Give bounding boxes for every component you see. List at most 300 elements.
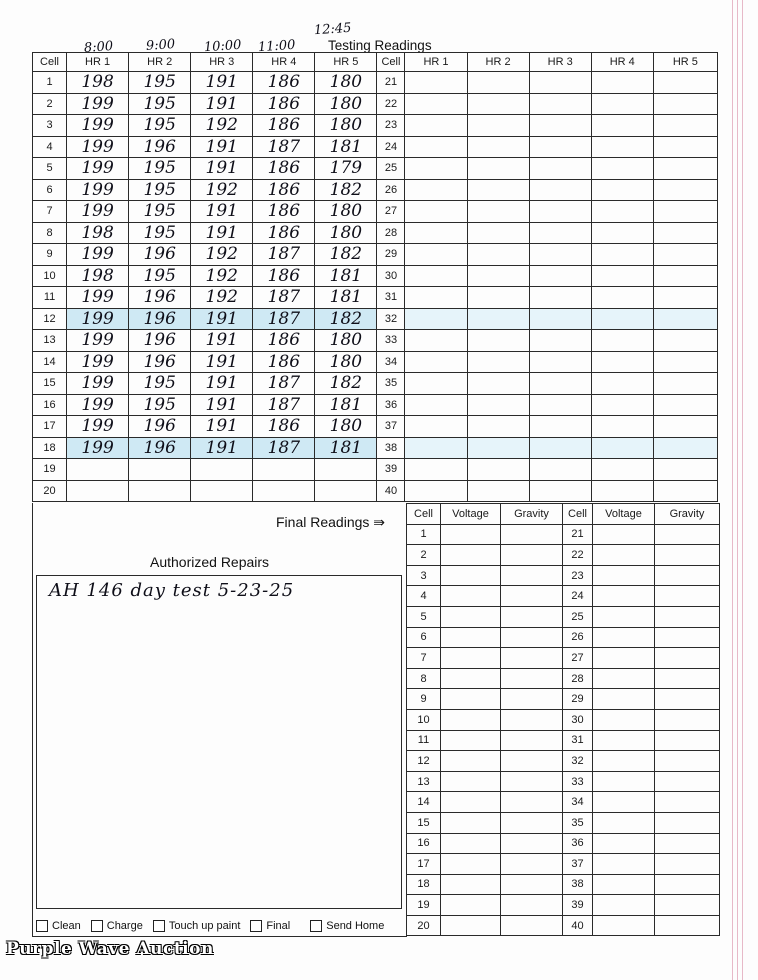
reading-cell — [467, 308, 529, 330]
final-header-row — [407, 504, 720, 525]
table-row — [407, 812, 720, 833]
reading-cell: 186 — [253, 179, 315, 201]
column-header: HR 3 — [191, 53, 253, 72]
reading-cell: 191 — [191, 351, 253, 373]
reading-cell — [593, 833, 655, 854]
reading-cell — [653, 394, 717, 416]
reading-cell — [655, 709, 720, 730]
reading-cell — [441, 586, 501, 607]
reading-cell: 186 — [253, 330, 315, 352]
reading-cell — [501, 771, 563, 792]
checkbox-touch-up-paint[interactable]: Touch up paint — [153, 920, 241, 932]
reading-cell — [191, 459, 253, 481]
cell-number: 16 — [33, 394, 67, 416]
cell-number: 20 — [33, 480, 67, 502]
cell-number: 34 — [377, 351, 405, 373]
reading-cell — [593, 586, 655, 607]
reading-cell — [655, 771, 720, 792]
table-row — [33, 72, 718, 94]
column-header: Cell — [407, 504, 441, 525]
reading-cell — [529, 394, 591, 416]
table-row — [407, 771, 720, 792]
cell-number: 8 — [407, 668, 441, 689]
cell-number: 40 — [563, 915, 593, 936]
reading-cell: 199 — [67, 287, 129, 309]
column-header: HR 1 — [405, 53, 467, 72]
reading-cell — [253, 480, 315, 502]
cell-number: 37 — [563, 854, 593, 875]
cell-number: 28 — [377, 222, 405, 244]
reading-cell — [529, 437, 591, 459]
table-row — [33, 222, 718, 244]
cell-number: 17 — [33, 416, 67, 438]
cell-number: 31 — [563, 730, 593, 751]
arrow-right-icon: ⇛ — [373, 514, 386, 530]
reading-cell — [655, 792, 720, 813]
reading-cell: 187 — [253, 244, 315, 266]
cell-number: 7 — [33, 201, 67, 223]
cell-number: 11 — [33, 287, 67, 309]
reading-cell: 181 — [315, 287, 377, 309]
reading-cell — [591, 244, 653, 266]
reading-cell — [529, 459, 591, 481]
reading-cell: 199 — [67, 437, 129, 459]
reading-cell: 199 — [67, 115, 129, 137]
reading-cell — [655, 586, 720, 607]
reading-cell — [655, 627, 720, 648]
checkbox-square-icon[interactable] — [91, 920, 103, 932]
reading-cell: 191 — [191, 136, 253, 158]
reading-cell — [405, 373, 467, 395]
reading-cell — [405, 437, 467, 459]
column-header: Cell — [33, 53, 67, 72]
cell-number: 7 — [407, 648, 441, 669]
reading-cell: 191 — [191, 308, 253, 330]
checkbox-square-icon[interactable] — [36, 920, 48, 932]
table-row — [407, 668, 720, 689]
testing-header-row — [33, 53, 718, 72]
table-row — [407, 730, 720, 751]
reading-cell — [67, 480, 129, 502]
reading-cell — [405, 416, 467, 438]
reading-cell — [501, 812, 563, 833]
checkbox-clean[interactable]: Clean — [36, 920, 81, 932]
testing-readings-title: Testing Readings — [328, 38, 432, 53]
reading-cell — [129, 480, 191, 502]
reading-cell: 191 — [191, 93, 253, 115]
reading-cell — [501, 689, 563, 710]
cell-number: 16 — [407, 833, 441, 854]
reading-cell — [501, 709, 563, 730]
reading-cell — [593, 874, 655, 895]
reading-cell: 195 — [129, 115, 191, 137]
table-row — [33, 437, 718, 459]
reading-cell: 196 — [129, 244, 191, 266]
cell-number: 30 — [563, 709, 593, 730]
authorized-repairs-label: Authorized Repairs — [150, 554, 270, 570]
cell-number: 19 — [33, 459, 67, 481]
reading-cell: 192 — [191, 265, 253, 287]
time-hr2: 9:00 — [145, 36, 176, 55]
table-row — [33, 136, 718, 158]
reading-cell: 181 — [315, 437, 377, 459]
reading-cell — [441, 606, 501, 627]
reading-cell — [529, 308, 591, 330]
table-row — [407, 854, 720, 875]
reading-cell — [467, 437, 529, 459]
reading-cell — [653, 480, 717, 502]
reading-cell: 191 — [191, 330, 253, 352]
reading-cell — [441, 545, 501, 566]
reading-cell — [593, 524, 655, 545]
cell-number: 27 — [377, 201, 405, 223]
cell-number: 12 — [33, 308, 67, 330]
reading-cell: 196 — [129, 287, 191, 309]
reading-cell — [591, 480, 653, 502]
column-header: Cell — [563, 504, 593, 525]
reading-cell — [405, 179, 467, 201]
reading-cell — [593, 854, 655, 875]
reading-cell — [653, 373, 717, 395]
reading-cell — [593, 689, 655, 710]
reading-cell — [467, 179, 529, 201]
table-row — [33, 93, 718, 115]
time-hr5: 12:45 — [313, 20, 352, 39]
reading-cell — [529, 93, 591, 115]
table-row — [33, 308, 718, 330]
reading-cell — [591, 201, 653, 223]
reading-cell — [501, 833, 563, 854]
reading-cell — [501, 854, 563, 875]
reading-cell: 187 — [253, 437, 315, 459]
reading-cell — [653, 330, 717, 352]
table-row — [407, 606, 720, 627]
cell-number: 23 — [563, 565, 593, 586]
reading-cell — [655, 689, 720, 710]
reading-cell — [591, 459, 653, 481]
cell-number: 1 — [33, 72, 67, 94]
cell-number: 30 — [377, 265, 405, 287]
reading-cell — [529, 179, 591, 201]
cell-number: 26 — [377, 179, 405, 201]
reading-cell — [441, 648, 501, 669]
column-header: HR 4 — [591, 53, 653, 72]
table-row — [33, 351, 718, 373]
reading-cell: 180 — [315, 351, 377, 373]
reading-cell: 191 — [191, 158, 253, 180]
reading-cell — [315, 480, 377, 502]
cell-number: 35 — [377, 373, 405, 395]
page-edge-lines — [732, 0, 750, 980]
reading-cell — [405, 330, 467, 352]
reading-cell — [655, 854, 720, 875]
column-header: Gravity — [655, 504, 720, 525]
column-header: HR 1 — [67, 53, 129, 72]
reading-cell — [405, 222, 467, 244]
reading-cell: 192 — [191, 287, 253, 309]
cell-number: 18 — [407, 874, 441, 895]
reading-cell — [467, 93, 529, 115]
lower-left-border — [32, 503, 33, 937]
reading-cell — [529, 265, 591, 287]
column-header: HR 2 — [129, 53, 191, 72]
table-row — [407, 524, 720, 545]
reading-cell — [441, 730, 501, 751]
column-header: Voltage — [441, 504, 501, 525]
reading-cell — [591, 308, 653, 330]
table-row — [33, 265, 718, 287]
reading-cell: 186 — [253, 351, 315, 373]
reading-cell: 196 — [129, 416, 191, 438]
reading-cell — [655, 833, 720, 854]
reading-cell — [591, 93, 653, 115]
reading-cell — [591, 265, 653, 287]
cell-number: 19 — [407, 895, 441, 916]
reading-cell — [467, 72, 529, 94]
reading-cell — [467, 330, 529, 352]
reading-cell: 186 — [253, 158, 315, 180]
reading-cell — [653, 115, 717, 137]
reading-cell — [441, 627, 501, 648]
reading-cell — [441, 812, 501, 833]
cell-number: 1 — [407, 524, 441, 545]
reading-cell: 180 — [315, 93, 377, 115]
reading-cell — [405, 93, 467, 115]
reading-cell: 186 — [253, 201, 315, 223]
authorized-repairs-box — [36, 575, 402, 909]
cell-number: 5 — [33, 158, 67, 180]
reading-cell: 182 — [315, 373, 377, 395]
reading-cell — [529, 201, 591, 223]
reading-cell — [67, 459, 129, 481]
reading-cell — [405, 265, 467, 287]
cell-number: 20 — [407, 915, 441, 936]
reading-cell: 182 — [315, 244, 377, 266]
time-hr3: 10:00 — [203, 37, 242, 56]
cell-number: 35 — [563, 812, 593, 833]
table-row — [33, 179, 718, 201]
reading-cell — [529, 136, 591, 158]
reading-cell — [467, 394, 529, 416]
column-header: HR 2 — [467, 53, 529, 72]
reading-cell — [655, 545, 720, 566]
reading-cell — [405, 459, 467, 481]
column-header: HR 5 — [653, 53, 717, 72]
reading-cell: 199 — [67, 136, 129, 158]
reading-cell — [501, 565, 563, 586]
cell-number: 3 — [33, 115, 67, 137]
reading-cell: 195 — [129, 394, 191, 416]
reading-cell — [129, 459, 191, 481]
reading-cell — [591, 416, 653, 438]
reading-cell — [441, 709, 501, 730]
table-row — [407, 874, 720, 895]
reading-cell — [591, 351, 653, 373]
reading-cell: 195 — [129, 158, 191, 180]
reading-cell — [467, 459, 529, 481]
reading-cell — [593, 751, 655, 772]
table-row — [407, 751, 720, 772]
reading-cell: 196 — [129, 330, 191, 352]
reading-cell — [653, 222, 717, 244]
reading-cell: 186 — [253, 265, 315, 287]
reading-cell — [653, 437, 717, 459]
reading-cell: 180 — [315, 330, 377, 352]
reading-cell: 191 — [191, 373, 253, 395]
reading-cell — [653, 416, 717, 438]
reading-cell: 187 — [253, 287, 315, 309]
reading-cell: 180 — [315, 72, 377, 94]
reading-cell — [253, 459, 315, 481]
checkbox-send-home[interactable]: Send Home — [310, 920, 384, 932]
reading-cell — [501, 627, 563, 648]
reading-cell — [593, 709, 655, 730]
reading-cell: 192 — [191, 115, 253, 137]
reading-cell — [591, 179, 653, 201]
cell-number: 33 — [563, 771, 593, 792]
reading-cell: 199 — [67, 93, 129, 115]
reading-cell — [591, 394, 653, 416]
reading-cell: 198 — [67, 72, 129, 94]
checkbox-square-icon[interactable] — [153, 920, 165, 932]
reading-cell: 180 — [315, 222, 377, 244]
reading-cell — [653, 459, 717, 481]
reading-cell — [591, 222, 653, 244]
table-row — [33, 330, 718, 352]
testing-readings-table — [32, 52, 718, 502]
reading-cell — [593, 812, 655, 833]
reading-cell: 187 — [253, 136, 315, 158]
cell-number: 28 — [563, 668, 593, 689]
reading-cell: 199 — [67, 158, 129, 180]
table-row — [407, 545, 720, 566]
reading-cell — [653, 158, 717, 180]
reading-cell — [655, 524, 720, 545]
reading-cell — [467, 201, 529, 223]
cell-number: 22 — [377, 93, 405, 115]
cell-number: 32 — [377, 308, 405, 330]
reading-cell — [405, 308, 467, 330]
reading-cell: 198 — [67, 265, 129, 287]
reading-cell — [529, 244, 591, 266]
checkbox-square-icon[interactable] — [310, 920, 322, 932]
reading-cell: 199 — [67, 373, 129, 395]
cell-number: 10 — [33, 265, 67, 287]
reading-cell — [591, 158, 653, 180]
reading-cell — [655, 915, 720, 936]
cell-number: 9 — [407, 689, 441, 710]
cell-number: 39 — [377, 459, 405, 481]
reading-cell — [529, 115, 591, 137]
reading-cell: 182 — [315, 308, 377, 330]
reading-cell: 195 — [129, 93, 191, 115]
cell-number: 25 — [563, 606, 593, 627]
table-row — [33, 459, 718, 481]
cell-number: 33 — [377, 330, 405, 352]
reading-cell — [591, 437, 653, 459]
reading-cell — [441, 668, 501, 689]
table-row — [33, 244, 718, 266]
reading-cell — [529, 351, 591, 373]
reading-cell: 181 — [315, 265, 377, 287]
reading-cell — [405, 115, 467, 137]
reading-cell — [467, 480, 529, 502]
reading-cell: 196 — [129, 308, 191, 330]
checkbox-square-icon[interactable] — [250, 920, 262, 932]
table-row — [33, 287, 718, 309]
reading-cell — [441, 895, 501, 916]
cell-number: 24 — [563, 586, 593, 607]
reading-cell: 196 — [129, 437, 191, 459]
final-readings-table — [406, 503, 720, 936]
cell-number: 39 — [563, 895, 593, 916]
cell-number: 26 — [563, 627, 593, 648]
time-hr1: 8:00 — [83, 38, 114, 57]
status-checkboxes — [36, 918, 394, 934]
cell-number: 6 — [33, 179, 67, 201]
reading-cell — [441, 792, 501, 813]
reading-cell — [501, 606, 563, 627]
reading-cell: 191 — [191, 416, 253, 438]
cell-number: 8 — [33, 222, 67, 244]
reading-cell — [653, 308, 717, 330]
table-row — [407, 895, 720, 916]
reading-cell — [441, 689, 501, 710]
reading-cell: 187 — [253, 308, 315, 330]
checkbox-charge[interactable]: Charge — [91, 920, 143, 932]
reading-cell — [655, 751, 720, 772]
table-row — [33, 158, 718, 180]
reading-cell: 186 — [253, 72, 315, 94]
reading-cell: 199 — [67, 330, 129, 352]
checkbox-final[interactable]: Final — [250, 920, 290, 932]
reading-cell — [405, 394, 467, 416]
reading-cell — [653, 136, 717, 158]
table-row — [407, 689, 720, 710]
table-row — [33, 115, 718, 137]
reading-cell — [405, 244, 467, 266]
reading-cell — [653, 265, 717, 287]
reading-cell: 195 — [129, 201, 191, 223]
reading-cell — [653, 93, 717, 115]
reading-cell — [593, 771, 655, 792]
cell-number: 5 — [407, 606, 441, 627]
cell-number: 29 — [377, 244, 405, 266]
cell-number: 12 — [407, 751, 441, 772]
reading-cell — [467, 373, 529, 395]
reading-cell: 187 — [253, 394, 315, 416]
reading-cell — [593, 545, 655, 566]
cell-number: 18 — [33, 437, 67, 459]
reading-cell — [441, 833, 501, 854]
cell-number: 10 — [407, 709, 441, 730]
reading-cell: 186 — [253, 222, 315, 244]
reading-cell — [405, 201, 467, 223]
reading-cell — [441, 915, 501, 936]
reading-cell — [405, 480, 467, 502]
table-row — [407, 792, 720, 813]
table-row — [407, 627, 720, 648]
table-row — [407, 915, 720, 936]
reading-cell — [441, 751, 501, 772]
reading-cell: 180 — [315, 115, 377, 137]
reading-cell: 199 — [67, 394, 129, 416]
reading-cell — [441, 565, 501, 586]
reading-cell — [653, 351, 717, 373]
reading-cell: 199 — [67, 308, 129, 330]
reading-cell — [501, 874, 563, 895]
reading-cell — [501, 751, 563, 772]
